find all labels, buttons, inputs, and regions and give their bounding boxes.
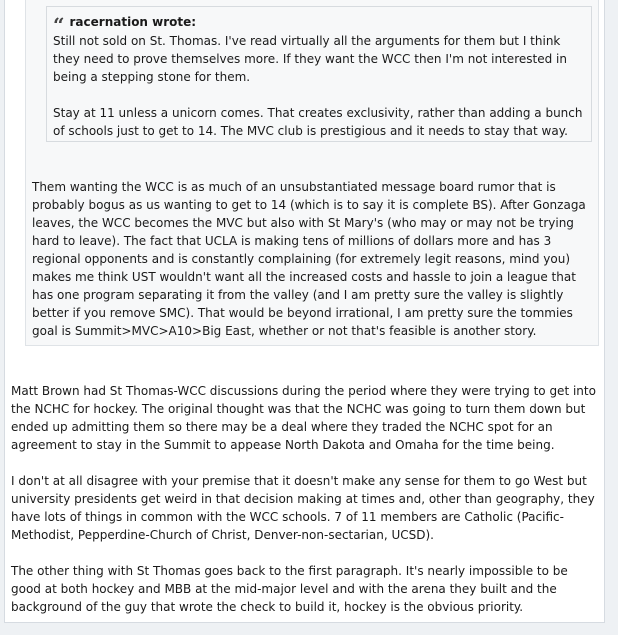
forum-post	[4, 0, 605, 623]
post-paragraph: I don't at all disagree with your premise that it doesn't make any sense for them to go West but university presidents get weird in that decision making at times and, other than geography, they have lots of things in common with the WCC schools. 7 of 11 members are Catholic (Pacific-Methodist, Pepperdine-Church of Christ, Denver-non-sectarian, UCSD).	[11, 474, 595, 542]
quote-mark-icon: “	[53, 12, 65, 37]
quote-header	[53, 12, 583, 37]
outer-quote-block	[25, 0, 599, 346]
inner-quote-body	[53, 32, 583, 140]
outer-quote-text	[32, 178, 592, 340]
inner-quote-block	[46, 6, 592, 142]
post-body	[11, 382, 601, 616]
inner-quote-paragraph: Still not sold on St. Thomas. I've read virtually all the arguments for them but I think they need to prove themselves more. If they want the WCC then I'm not interested in being a stepping stone for them.	[53, 34, 567, 84]
inner-quote-paragraph: Stay at 11 unless a unicorn comes. That creates exclusivity, rather than adding a bunch of schools just to get to 14. The MVC club is prestigious and it needs to stay that way.	[53, 106, 583, 138]
post-paragraph: The other thing with St Thomas goes back to the first paragraph. It's nearly impossible to be good at both hockey and MBB at the mid-major level and with the arena they built and the background of the guy that wrote the check to build it, hockey is the obvious priority.	[11, 564, 568, 614]
post-paragraph: Matt Brown had St Thomas-WCC discussions during the period where they were trying to get into the NCHC for hockey. The original thought was that the NCHC was going to turn them down but ended up admitting them so there may be a deal where they traded the NCHC spot for an agreement to stay in the Summit to appease North Dakota and Omaha for the time being.	[11, 384, 596, 452]
outer-quote-paragraph: Them wanting the WCC is as much of an unsubstantiated message board rumor that is probably bogus as us wanting to get to 14 (which is to say it is complete BS). After Gonzaga leaves, the WCC becomes the MVC but also with St Mary's (who may or may not be trying hard to leave). The fact that UCLA is making tens of millions of dollars more and has 3 regional opponents and is constantly complaining (for extremely legit reasons, mind you) makes me think UST wouldn't want all the increased costs and hassle to join a league that has one program separating it from the valley (and I am pretty sure the valley is slightly better if you remove SMC). That would be beyond irrational, I am pretty sure the tommies goal is Summit>MVC>A10>Big East, whether or not that's feasible is another story.	[32, 180, 586, 338]
quote-author: racernation wrote:	[69, 15, 197, 29]
